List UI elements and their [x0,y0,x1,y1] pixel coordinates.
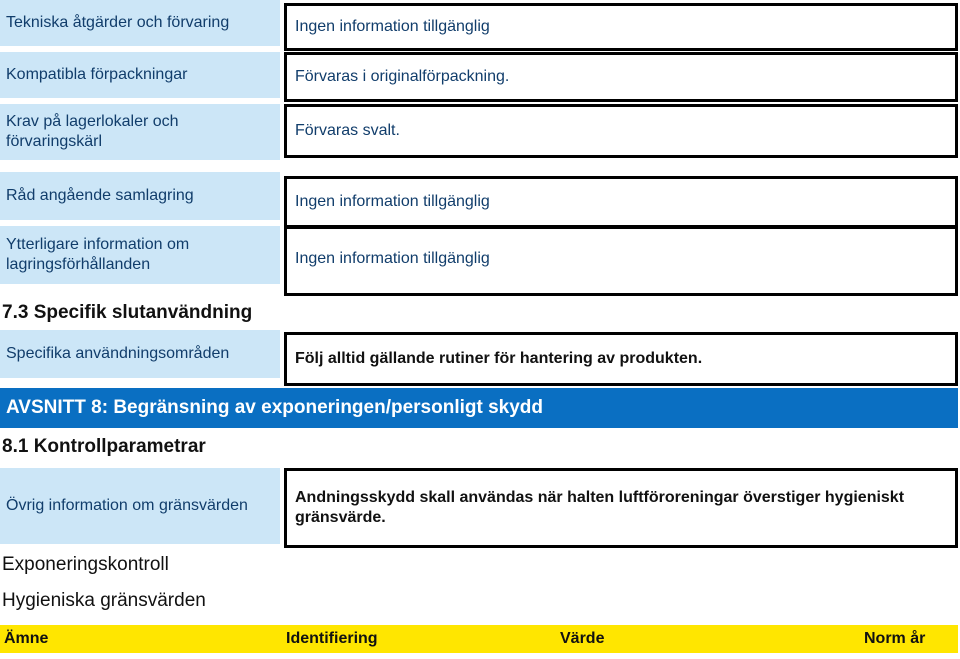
limits-table-header [0,625,958,653]
row-value-other-limit-info: Andningsskydd skall användas när halten luftföroreningar överstiger hygieniskt gränsvärde. [284,468,958,548]
row-value-storage-requirements: Förvaras svalt. [284,104,958,158]
section-7-3-heading: 7.3 Specifik slutanvändning [2,302,253,323]
row-label-specific-uses: Specifika användningsområden [0,330,280,378]
row-label-other-limit-info: Övrig information om gränsvärden [0,468,280,544]
column-header-value: Värde [560,630,605,647]
row-value-additional-storage-info: Ingen information tillgänglig [284,226,958,296]
section-8-title-bar: AVSNITT 8: Begränsning av exponeringen/personligt skydd [0,388,958,428]
row-value-compatible-packaging: Förvaras i originalförpackning. [284,52,958,102]
column-header-identification: Identifiering [286,630,378,647]
exposure-control-heading: Exponeringskontroll [2,554,169,575]
row-value-specific-uses: Följ alltid gällande rutiner för hantering av produkten. [284,332,958,386]
row-label-technical-measures: Tekniska åtgärder och förvaring [0,0,280,46]
row-label-co-storage-advice: Råd angående samlagring [0,172,280,220]
column-header-norm-year: Norm år [864,630,926,647]
row-label-storage-requirements: Krav på lagerlokaler och förvaringskärl [0,104,280,160]
section-8-1-heading: 8.1 Kontrollparametrar [2,436,206,457]
row-value-technical-measures: Ingen information tillgänglig [284,3,958,51]
column-header-substance: Ämne [4,630,49,647]
row-label-additional-storage-info: Ytterligare information om lagringsförhållanden [0,226,280,284]
hygienic-limits-heading: Hygieniska gränsvärden [2,590,206,611]
row-value-co-storage-advice: Ingen information tillgänglig [284,176,958,228]
row-label-compatible-packaging: Kompatibla förpackningar [0,52,280,98]
